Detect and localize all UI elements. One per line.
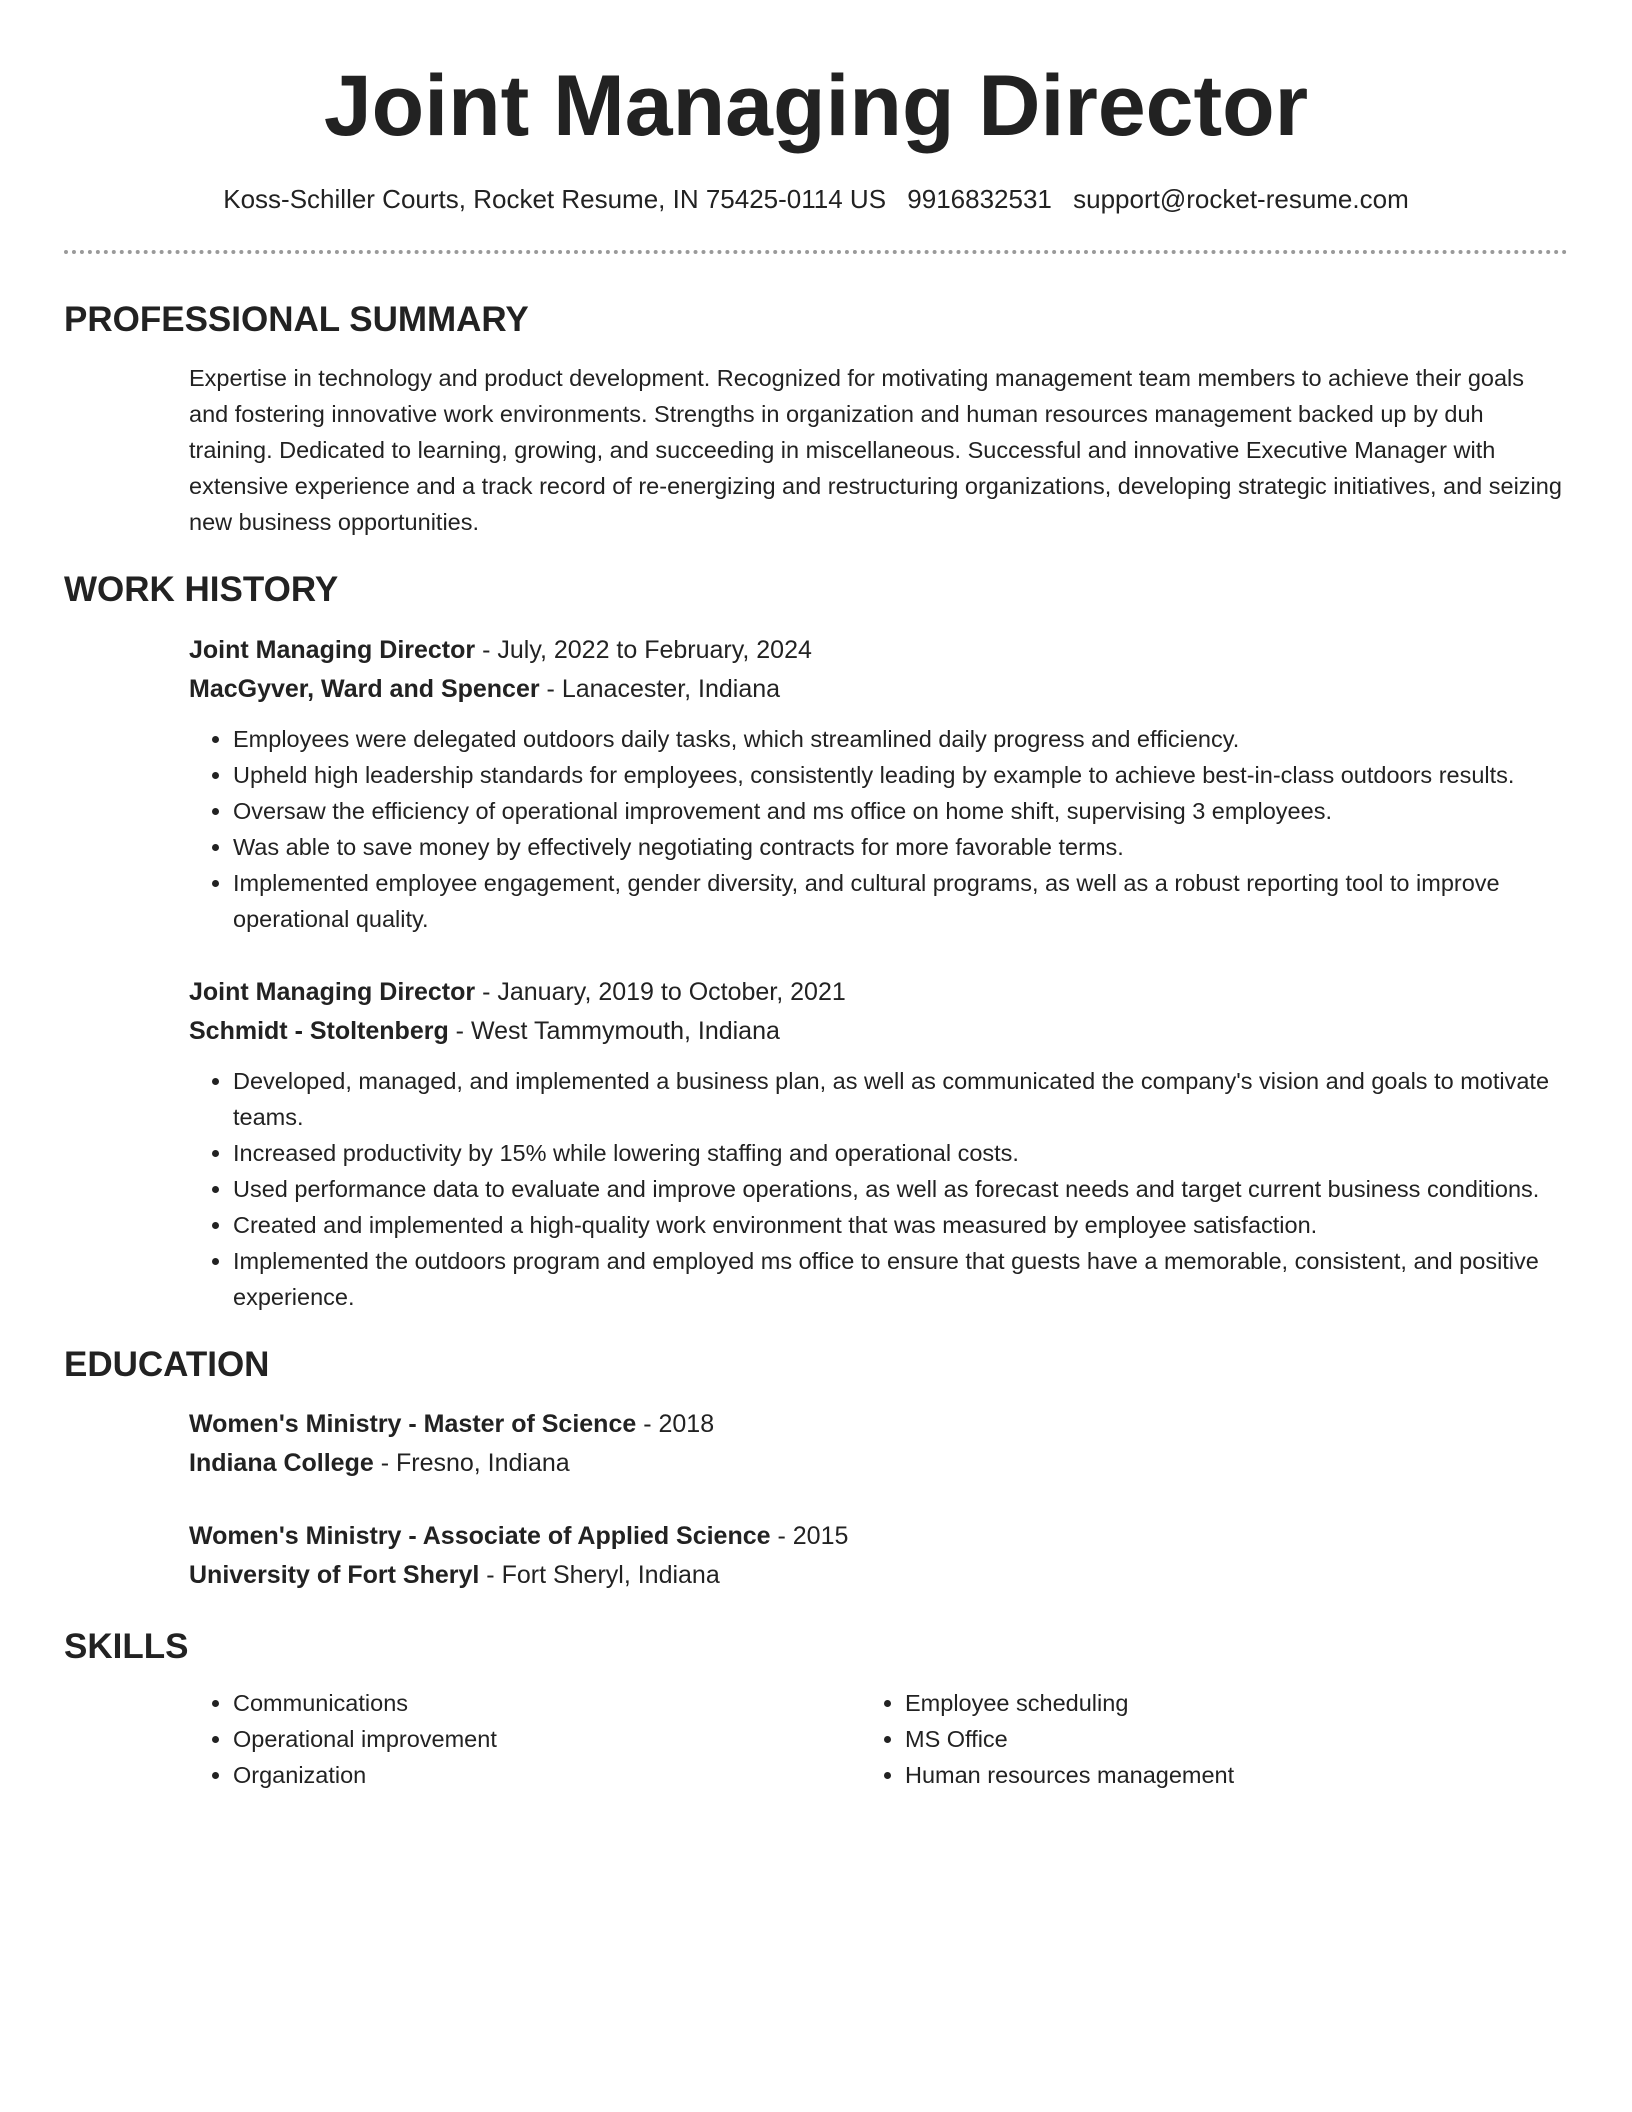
job-bullet: • Implemented employee engagement, gender diversity, and cultural programs, as well as a robust reporting tool to improve operational quality. xyxy=(233,865,1568,937)
skill-item: • Employee scheduling xyxy=(905,1685,1533,1721)
job-bullet: • Oversaw the efficiency of operational improvement and ms office on home shift, supervising 3 employees. xyxy=(233,793,1568,829)
skill-item: • Organization xyxy=(233,1757,861,1793)
skills-grid xyxy=(189,1685,1568,1793)
education-entry xyxy=(189,1517,1568,1595)
job-title-line xyxy=(189,973,1568,1012)
job-role: Joint Managing Director xyxy=(189,978,476,1006)
job-entry xyxy=(189,631,1568,937)
summary-text: Expertise in technology and product development. Recognized for motivating management team members to achieve their goals and fostering innovative work environments. Strengths in organization and human resources management backed up by duh training. Dedicated to learning, growing, and succeeding in miscellaneous. Successful and innovative Executive Manager with extensive experience and a track record of re-energizing and restructuring organizations, developing strategic initiatives, and seizing new business opportunities. xyxy=(189,365,1562,535)
job-bullet-list xyxy=(189,1063,1568,1315)
job-bullet: • Was able to save money by effectively negotiating contracts for more favorable terms. xyxy=(233,829,1568,865)
education-section xyxy=(64,1343,1568,1595)
skill-item: • Operational improvement xyxy=(233,1721,861,1757)
section-title-skills: SKILLS xyxy=(64,1627,189,1666)
job-bullet: • Created and implemented a high-quality work environment that was measured by employee satisfaction. xyxy=(233,1207,1568,1243)
degree-year: - 2015 xyxy=(770,1522,849,1550)
job-dates: - July, 2022 to February, 2024 xyxy=(475,636,812,664)
section-title-work: WORK HISTORY xyxy=(64,570,339,609)
skill-item: • Human resources management xyxy=(905,1757,1533,1793)
job-bullet: • Developed, managed, and implemented a business plan, as well as communicated the company's vision and goals to motivate teams. xyxy=(233,1063,1568,1135)
job-company: MacGyver, Ward and Spencer xyxy=(189,675,540,703)
contact-phone: 9916832531 xyxy=(907,184,1052,214)
job-location: - Lanacester, Indiana xyxy=(539,675,781,703)
skills-list xyxy=(189,1685,861,1793)
school-line xyxy=(189,1444,1568,1483)
contact-address: Koss-Schiller Courts, Rocket Resume, IN 75425-0114 US xyxy=(223,184,887,214)
contact-email: support@rocket-resume.com xyxy=(1073,184,1409,214)
contact-line xyxy=(64,182,1568,216)
summary-section xyxy=(64,298,1568,540)
education-entry xyxy=(189,1405,1568,1483)
school-name: University of Fort Sheryl xyxy=(189,1561,480,1589)
job-bullet: • Increased productivity by 15% while lowering staffing and operational costs. xyxy=(233,1135,1568,1171)
section-title-education: EDUCATION xyxy=(64,1345,270,1384)
job-entry xyxy=(189,973,1568,1315)
job-company: Schmidt - Stoltenberg xyxy=(189,1017,449,1045)
skills-column-left xyxy=(189,1685,861,1793)
skills-column-right xyxy=(861,1685,1533,1793)
school-line xyxy=(189,1556,1568,1595)
job-company-line xyxy=(189,1012,1568,1051)
skill-item: • Communications xyxy=(233,1685,861,1721)
job-location: - West Tammymouth, Indiana xyxy=(448,1017,780,1045)
job-title-line xyxy=(189,631,1568,670)
job-bullet: • Used performance data to evaluate and improve operations, as well as forecast needs and target current business conditions. xyxy=(233,1171,1568,1207)
section-title-summary: PROFESSIONAL SUMMARY xyxy=(64,300,529,339)
header-divider xyxy=(64,250,1568,254)
job-role: Joint Managing Director xyxy=(189,636,476,664)
degree-name: Women's Ministry - Associate of Applied Science xyxy=(189,1522,771,1550)
job-bullet-list xyxy=(189,721,1568,937)
skills-section xyxy=(64,1625,1568,1793)
school-name: Indiana College xyxy=(189,1449,374,1477)
job-bullet: • Upheld high leadership standards for employees, consistently leading by example to achieve best-in-class outdoors results. xyxy=(233,757,1568,793)
candidate-name: Joint Managing Director xyxy=(323,58,1309,154)
job-bullet: • Employees were delegated outdoors daily tasks, which streamlined daily progress and efficiency. xyxy=(233,721,1568,757)
job-dates: - January, 2019 to October, 2021 xyxy=(475,978,846,1006)
work-history-section xyxy=(64,568,1568,1315)
school-location: - Fresno, Indiana xyxy=(373,1449,570,1477)
degree-line xyxy=(189,1517,1568,1556)
degree-year: - 2018 xyxy=(636,1410,715,1438)
skill-item: • MS Office xyxy=(905,1721,1533,1757)
degree-line xyxy=(189,1405,1568,1444)
resume-header xyxy=(64,0,1568,216)
degree-name: Women's Ministry - Master of Science xyxy=(189,1410,637,1438)
job-company-line xyxy=(189,670,1568,709)
job-bullet: • Implemented the outdoors program and employed ms office to ensure that guests have a memorable, consistent, and positive experience. xyxy=(233,1243,1568,1315)
skills-list xyxy=(861,1685,1533,1793)
school-location: - Fort Sheryl, Indiana xyxy=(479,1561,720,1589)
